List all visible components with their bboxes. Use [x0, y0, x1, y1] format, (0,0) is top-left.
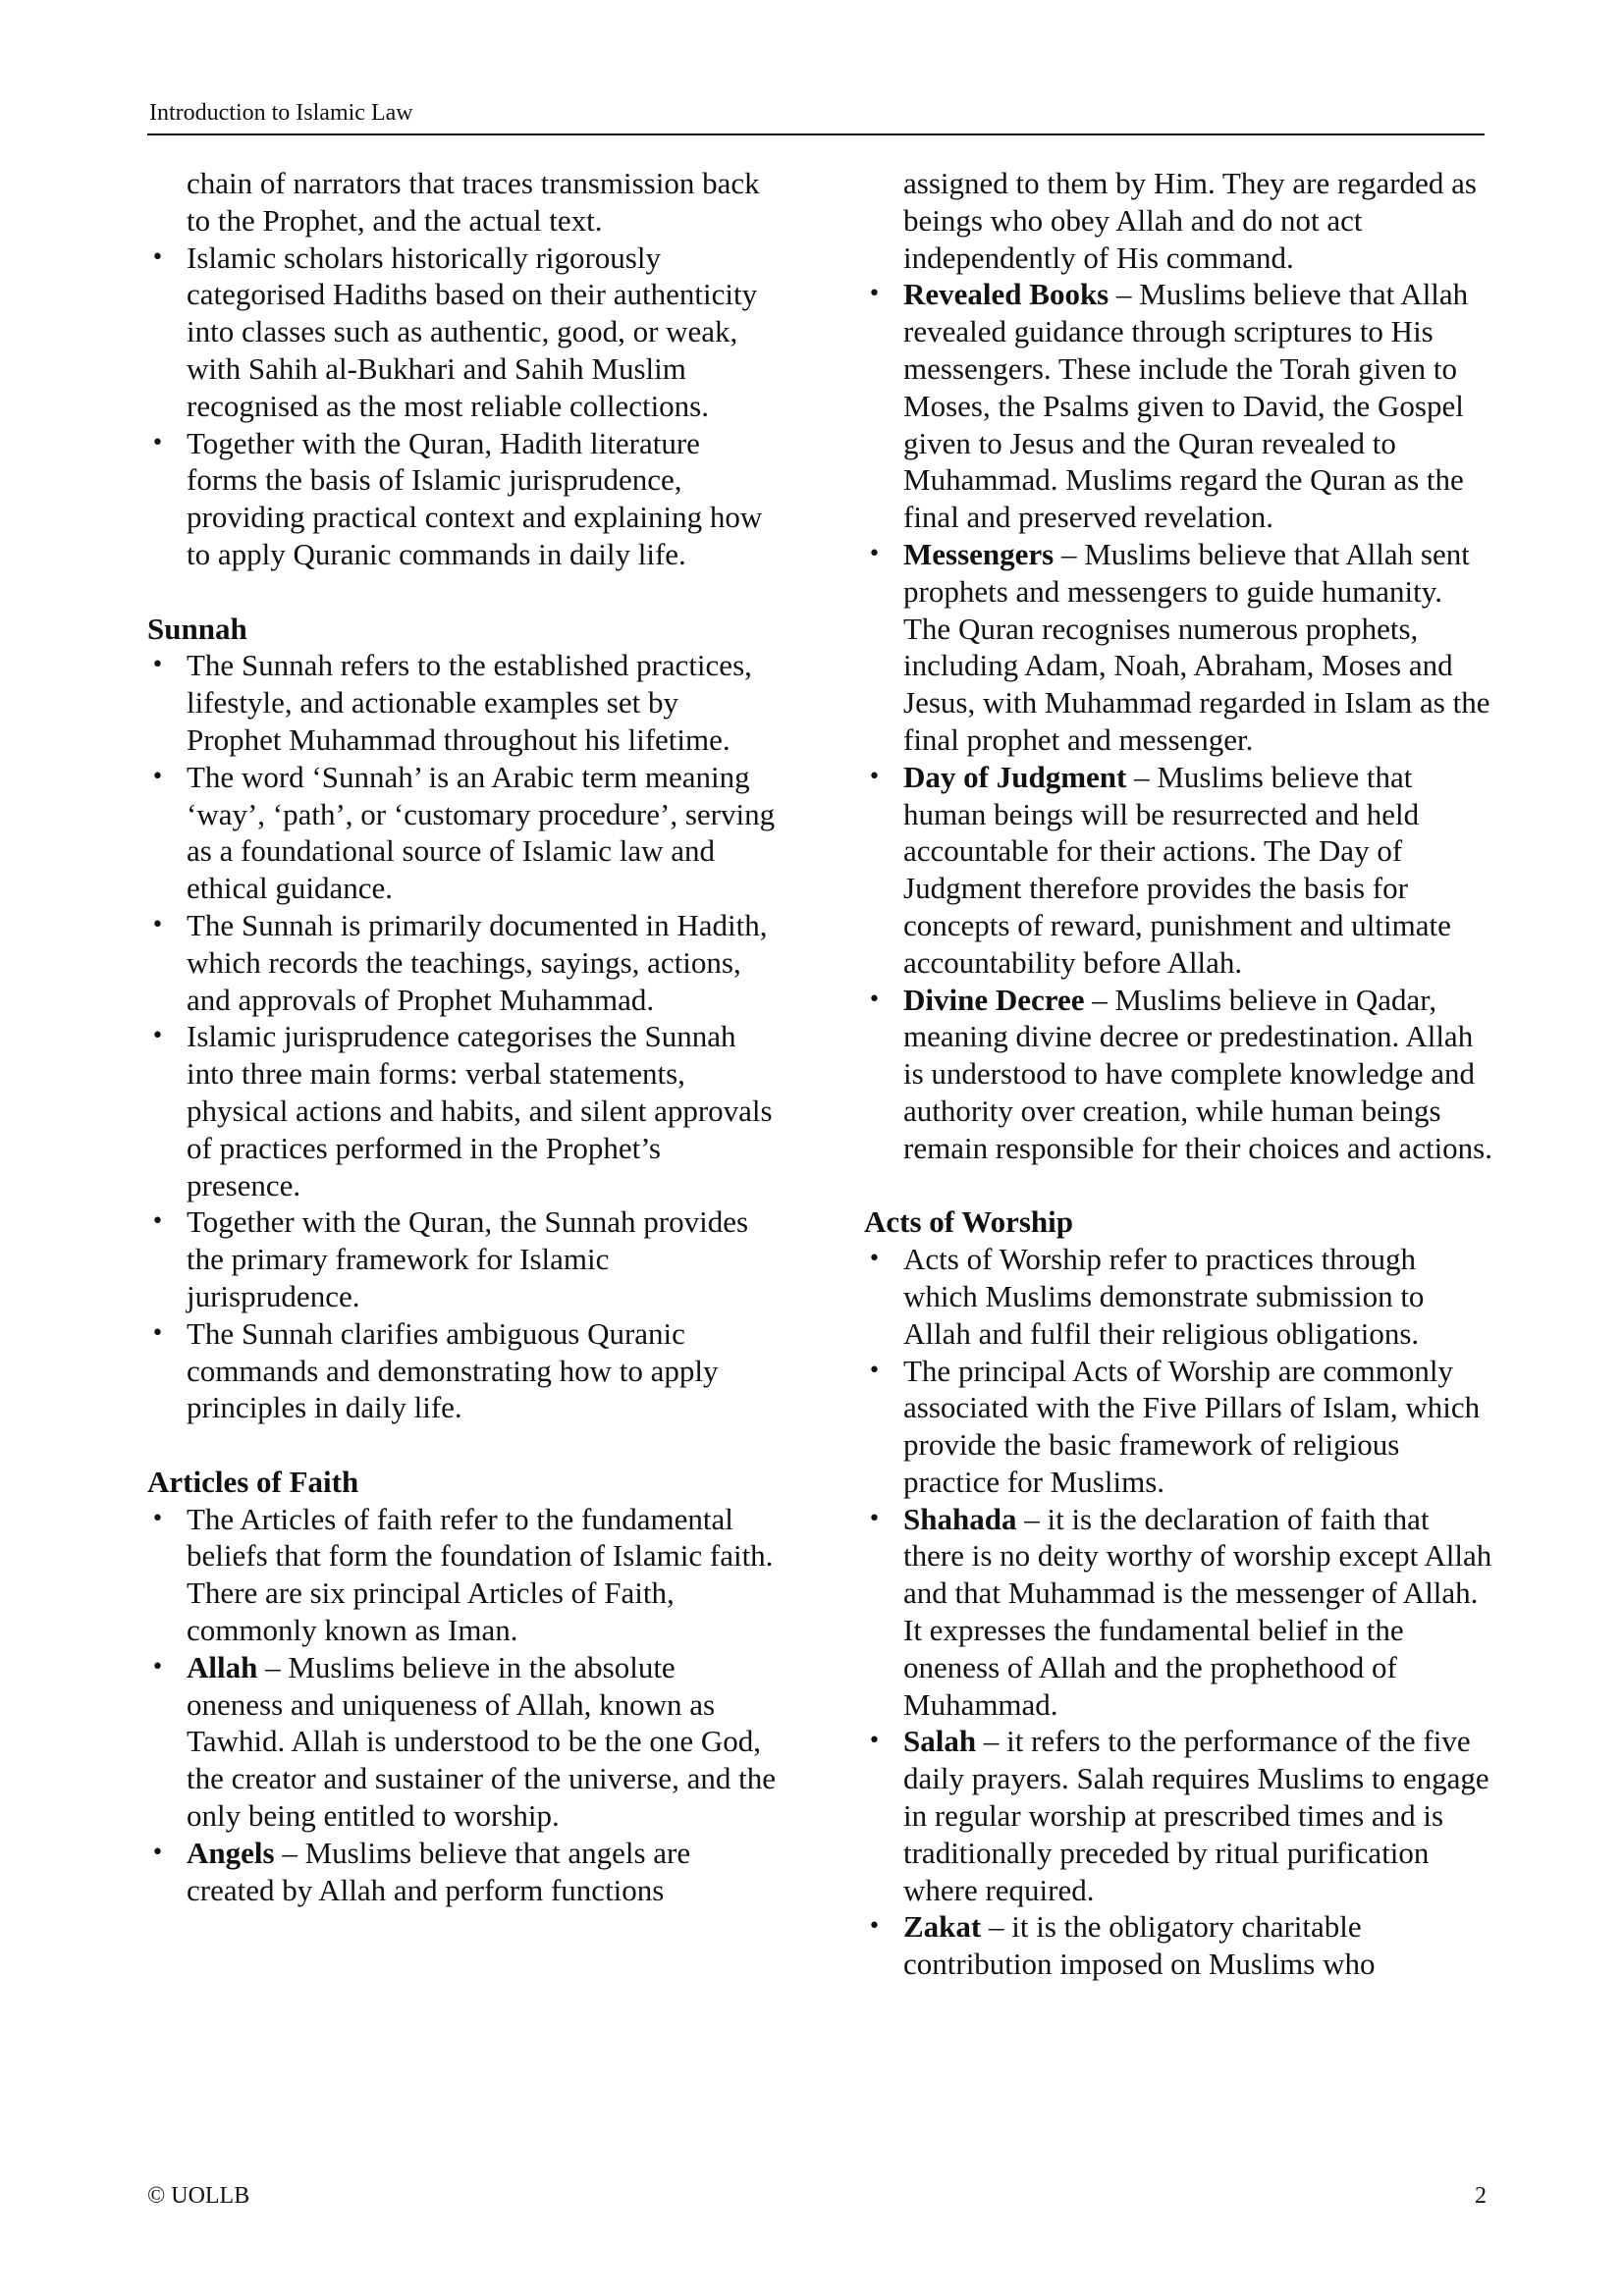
- term-label: Angels: [187, 1835, 275, 1870]
- list-item: • Revealed Books – Muslims believe that Allah revealed guidance through scriptures to His messengers. These include the Torah given to Moses, the Psalms given to David, the Gospel given to Jesus and the Quran revealed to Muhammad. Muslims regard the Quran as the final and preserved revelation.: [868, 277, 1469, 535]
- list-item: • Angels – Muslims believe that angels are created by Allah and perform functions: [151, 1835, 691, 1907]
- list-item: • The word ‘Sunnah’ is an Arabic term meaning ‘way’, ‘path’, or ‘customary procedure’, serving as a foundational source of Islamic law and ethical guidance.: [151, 759, 776, 906]
- sunnah-bullet-list: [147, 647, 776, 1426]
- bullet-icon: •: [868, 1247, 881, 1272]
- list-item: • Shahada – it is the declaration of faith that there is no deity worthy of worship except Allah and that Muhammad is the messenger of Allah. It expresses the fundamental belief in the oneness of Allah and the prophethood of Muhammad.: [868, 1501, 1492, 1722]
- bullet-icon: •: [151, 764, 164, 789]
- term-label: Day of Judgment: [903, 759, 1127, 794]
- bullet-icon: •: [151, 1654, 164, 1680]
- bullet-icon: •: [151, 912, 164, 937]
- section-heading-sunnah: Sunnah: [147, 611, 247, 646]
- bullet-icon: •: [868, 1506, 881, 1531]
- list-item: • The Sunnah is primarily documented in Hadith, which records the teachings, sayings, actions, and approvals of Prophet Muhammad.: [151, 907, 768, 1017]
- bullet-icon: •: [151, 244, 164, 270]
- bullet-icon: •: [868, 764, 881, 789]
- section-heading-acts-of-worship: Acts of Worship: [864, 1204, 1074, 1240]
- list-item: • Divine Decree – Muslims believe in Qadar, meaning divine decree or predestination. Allah is understood to have complete knowledge and authority over creation, while human beings remain responsible for their choices and actions.: [868, 982, 1492, 1165]
- list-item: • Together with the Quran, the Sunnah provides the primary framework for Islamic jurisprudence.: [151, 1204, 749, 1313]
- footer-copyright: © UOLLB: [147, 2183, 250, 2209]
- bullet-icon: •: [868, 987, 881, 1012]
- bullet-icon: •: [868, 1358, 881, 1383]
- worship-bullet-list: [864, 1241, 1492, 1983]
- bullet-icon: •: [868, 1729, 881, 1754]
- list-item: • The principal Acts of Worship are commonly associated with the Five Pillars of Islam, which provide the basic framework of religious practice for Muslims.: [868, 1353, 1481, 1499]
- list-item: • Salah – it refers to the performance of the five daily prayers. Salah requires Muslims to engage in regular worship at prescribed times and is traditionally preceded by ritual purification where required.: [868, 1724, 1489, 1907]
- list-item: • The Sunnah refers to the established practices, lifestyle, and actionable examples set by Prophet Muhammad throughout his lifetime.: [151, 648, 752, 757]
- hadith-bullet-list: [147, 240, 776, 573]
- bullet-icon: •: [151, 1506, 164, 1531]
- bullet-icon: •: [868, 282, 881, 307]
- articles-bullet-list: [147, 1501, 776, 1909]
- list-item: • Day of Judgment – Muslims believe that human beings will be resurrected and held accountable for their actions. The Day of Judgment therefore provides the basis for concepts of reward, punishment and ultimate accountability before Allah.: [868, 759, 1451, 980]
- bullet-icon: •: [151, 430, 164, 455]
- term-label: Zakat: [903, 1909, 982, 1945]
- bullet-icon: •: [868, 541, 881, 566]
- right-column: [864, 165, 1492, 1983]
- hadith-continuation-text: chain of narrators that traces transmission back to the Prophet, and the actual text.: [187, 166, 760, 238]
- angels-continuation-text: assigned to them by Him. They are regarded as beings who obey Allah and do not act independently of His command.: [903, 166, 1477, 275]
- list-item: • Messengers – Muslims believe that Allah sent prophets and messengers to guide humanity. The Quran recognises numerous prophets, including Adam, Noah, Abraham, Moses and Jesus, with Muhammad regarded in Islam as the final prophet and messenger.: [868, 536, 1490, 757]
- page-header: [147, 98, 1485, 135]
- left-column: [147, 165, 776, 1908]
- term-label: Allah: [187, 1649, 258, 1684]
- list-item: • Zakat – it is the obligatory charitable contribution imposed on Muslims who: [868, 1909, 1376, 1982]
- list-item: • Allah – Muslims believe in the absolute oneness and uniqueness of Allah, known as Tawhid. Allah is understood to be the one God, the creator and sustainer of the universe, and the only being entitled to worship.: [151, 1649, 776, 1834]
- list-item: • Together with the Quran, Hadith literature forms the basis of Islamic jurisprudence, providing practical context and explaining how to apply Quranic commands in daily life.: [151, 425, 763, 571]
- page-number: 2: [1475, 2183, 1487, 2209]
- bullet-icon: •: [151, 653, 164, 678]
- list-item: • Acts of Worship refer to practices through which Muslims demonstrate submission to Allah and fulfil their religious obligations.: [868, 1242, 1425, 1351]
- bullet-icon: •: [868, 1914, 881, 1940]
- list-item: • Islamic jurisprudence categorises the Sunnah into three main forms: verbal statements, physical actions and habits, and silent approvals of practices performed in the Prophet’s presence.: [151, 1019, 773, 1202]
- term-label: Messengers: [903, 536, 1055, 571]
- articles-continued-bullet-list: [864, 276, 1492, 1166]
- bullet-icon: •: [151, 1840, 164, 1865]
- term-label: Divine Decree: [903, 982, 1085, 1017]
- list-item: • The Articles of faith refer to the fundamental beliefs that form the foundation of Islamic faith. There are six principal Articles of Faith, commonly known as Iman.: [151, 1501, 774, 1648]
- term-label: Shahada: [903, 1501, 1017, 1536]
- bullet-icon: •: [151, 1024, 164, 1049]
- bullet-icon: •: [151, 1320, 164, 1346]
- term-label: Salah: [903, 1724, 977, 1759]
- list-item: • The Sunnah clarifies ambiguous Quranic commands and demonstrating how to apply principles in daily life.: [151, 1315, 719, 1425]
- section-heading-articles-of-faith: Articles of Faith: [147, 1464, 359, 1499]
- list-item: • Islamic scholars historically rigorously categorised Hadiths based on their authenticity into classes such as authentic, good, or weak, with Sahih al-Bukhari and Sahih Muslim recognised as the most reliable collections.: [151, 240, 758, 423]
- header-title: Introduction to Islamic Law: [149, 100, 413, 126]
- bullet-icon: •: [151, 1209, 164, 1235]
- term-label: Revealed Books: [903, 277, 1109, 312]
